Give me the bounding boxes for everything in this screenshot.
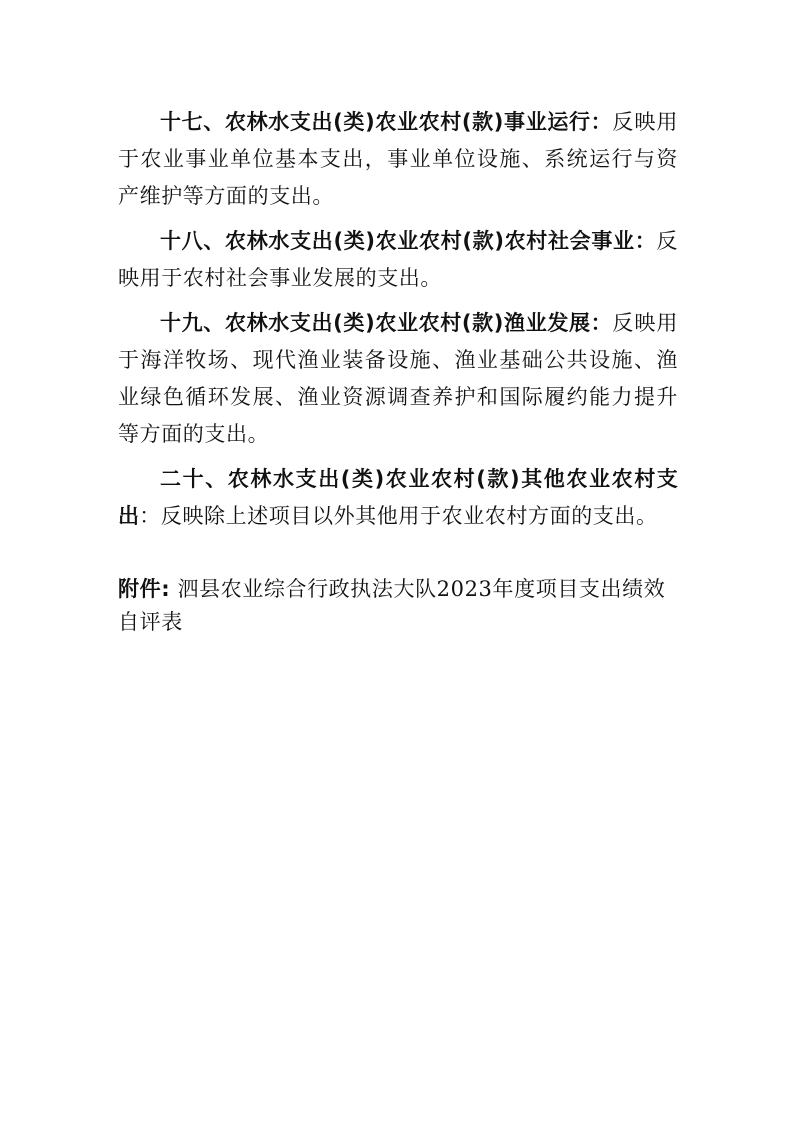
attachment-title: 泗县农业综合行政执法大队2023年度项目支出绩效自评表 (118, 577, 666, 634)
item-17-body: 反映用于农业事业单位基本支出，事业单位设施、系统运行与资产维护等方面的支出。 (118, 110, 678, 208)
item-19-body: 反映用于海洋牧场、现代渔业装备设施、渔业基础公共设施、渔业绿色循环发展、渔业资源调查养护和国际履约能力提升等方面的支出。 (118, 311, 678, 446)
item-17-heading: 十七、农林水支出(类)农业农村(款)事业运行： (160, 110, 613, 134)
paragraph-item-18 (118, 223, 678, 297)
item-20-body: ：反映除上述项目以外其他用于农业农村方面的支出。 (139, 504, 658, 528)
item-19-heading: 十九、农林水支出(类)农业农村(款)渔业发展： (160, 311, 613, 335)
attachment-label: 附件: (118, 577, 171, 601)
paragraph-item-17 (118, 104, 678, 215)
document-body (118, 104, 678, 660)
item-18-heading: 十八、农林水支出(类)农业农村(款)农村社会事业： (160, 229, 657, 253)
paragraph-item-19 (118, 305, 678, 453)
paragraph-item-20 (118, 461, 678, 535)
item-18-body: 反映用于农村社会事业发展的支出。 (118, 229, 678, 290)
attachment-note (118, 573, 678, 639)
item-20-heading: 二十、农林水支出(类)农业农村(款)其他农业农村支出 (118, 467, 678, 528)
